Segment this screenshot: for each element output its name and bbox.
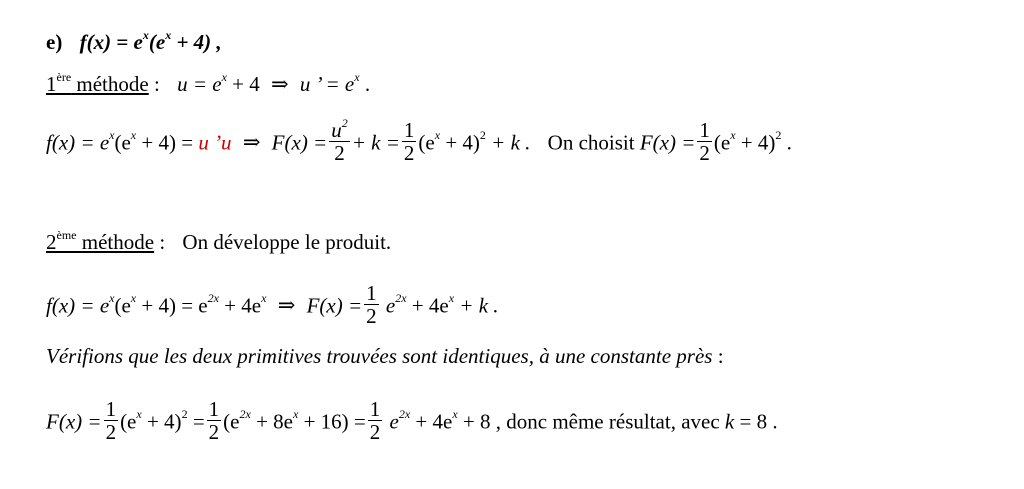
formula-part: + k . [454, 293, 499, 318]
colon: : [712, 344, 724, 368]
formula-part: + 4) [141, 409, 182, 434]
F-of-x: F(x) = [306, 293, 363, 318]
formula-part: + 4) [440, 130, 480, 155]
exponent: x [142, 28, 149, 42]
formula-part: e [380, 293, 396, 318]
exponent: x [165, 28, 172, 42]
numerator: 1 [105, 397, 117, 421]
fraction-one-half [364, 282, 379, 327]
denominator: 2 [403, 141, 415, 165]
formula-part: + k . [485, 130, 531, 155]
denominator: 2 [699, 141, 710, 165]
formula-part: + 8e [250, 409, 293, 434]
exponent: x [136, 407, 142, 422]
denominator: 2 [369, 420, 381, 444]
formula-part: + 4e [406, 293, 449, 318]
formula-part: + 4) = e [136, 293, 208, 318]
exponent: x [130, 291, 137, 306]
exponent: 2x [239, 407, 251, 422]
exponent: x [354, 70, 360, 84]
first-method-line [46, 72, 370, 96]
verification-text: Vérifions que les deux primitives trouvées sont identiques, à une constante près [46, 344, 713, 368]
first-method-computation [46, 116, 792, 167]
formula-part: (e [148, 30, 166, 54]
numerator: 1 [699, 118, 710, 142]
conclusion-text: + 8 , donc même résultat, avec [457, 409, 725, 434]
method-word: méthode [76, 230, 155, 254]
numerator [329, 116, 350, 142]
formula-part: + k = [351, 130, 400, 155]
formula-part: f(x) = e [79, 30, 143, 54]
exponent: x [109, 291, 115, 306]
exponent: 2x [398, 407, 411, 422]
formula-part: + 4 [226, 72, 260, 96]
fraction-u2-over-2 [329, 116, 350, 165]
exponent: x [109, 128, 115, 143]
exponent: x [221, 70, 227, 84]
ordinal-suffix: ère [56, 70, 72, 84]
denominator: 2 [208, 420, 220, 444]
second-method-title [46, 230, 154, 254]
fraction-one-half [368, 398, 383, 443]
method-number: 2 [46, 230, 57, 254]
F-of-x: F(x) = [639, 130, 696, 155]
numerator: 1 [208, 397, 220, 421]
numerator: 1 [403, 118, 415, 142]
fraction-one-half [104, 398, 119, 443]
implies-arrow: ⇒ [242, 130, 261, 155]
second-method-computation [46, 281, 499, 330]
ordinal-suffix: ème [56, 228, 77, 242]
exponent: 2 [341, 116, 348, 130]
first-method-title [46, 72, 149, 96]
exponent: 2x [207, 291, 219, 306]
verification-computation [46, 397, 778, 446]
numerator: 1 [369, 397, 381, 421]
implies-arrow: ⇒ [277, 293, 296, 318]
period: . [359, 72, 371, 96]
formula-part: (e [223, 409, 240, 434]
exponent: x [292, 407, 299, 422]
fraction-one-half [697, 119, 712, 164]
F-of-x: F(x) = [271, 130, 328, 155]
formula-part: (e [418, 130, 435, 155]
formula-part: + 4) = [136, 130, 199, 155]
choice-text: On choisit [547, 130, 635, 155]
exponent: x [261, 291, 267, 306]
formula-part: = [187, 409, 205, 434]
fraction-one-half [207, 398, 222, 443]
exponent: x [448, 291, 455, 306]
implies-arrow: ⇒ [270, 72, 289, 96]
exponent: 2x [395, 291, 407, 306]
exponent: 2 [775, 128, 782, 143]
denominator: 2 [105, 420, 117, 444]
formula-part: + 4) , [171, 30, 222, 54]
method-description: On développe le produit. [182, 230, 392, 254]
formula-part: (e [114, 130, 131, 155]
exercise-e-heading [46, 30, 222, 54]
denominator: 2 [334, 141, 345, 165]
exponent: 2 [479, 128, 486, 143]
colon: : [154, 230, 166, 254]
constant-k: k [724, 409, 735, 434]
second-method-line [46, 230, 391, 254]
numerator: 1 [366, 281, 377, 305]
u-definition: u = e [177, 72, 222, 96]
formula-part: = 8 . [734, 409, 778, 434]
F-of-x: F(x) = [46, 409, 102, 434]
colon: : [148, 72, 160, 96]
fraction-one-half [402, 119, 417, 164]
formula-part: + 4) [735, 130, 776, 155]
u-prime-definition: u ’ = e [299, 72, 355, 96]
formula-part: f(x) = e [46, 293, 110, 318]
formula-part: (e [713, 130, 731, 155]
u-prime-u-highlight: u ’u [198, 130, 232, 155]
exercise-label: e) [46, 30, 63, 54]
verification-sentence [46, 344, 724, 368]
exponent: x [452, 407, 458, 422]
formula-part: + 16) = [298, 409, 366, 434]
function-definition [80, 30, 222, 54]
formula-part: (e [114, 293, 131, 318]
method-number: 1 [46, 72, 57, 96]
exponent: 2 [181, 407, 188, 422]
period: . [781, 130, 792, 155]
formula-part: + 4e [410, 409, 453, 434]
exponent: x [130, 128, 137, 143]
exponent: x [434, 128, 441, 143]
exponent: x [730, 128, 736, 143]
formula-part: + 4e [218, 293, 262, 318]
formula-part: (e [120, 409, 137, 434]
formula-part: f(x) = e [46, 130, 110, 155]
denominator: 2 [366, 304, 377, 328]
numerator-u: u [331, 118, 342, 142]
method-word: méthode [71, 72, 149, 96]
formula-part: e [384, 409, 399, 434]
